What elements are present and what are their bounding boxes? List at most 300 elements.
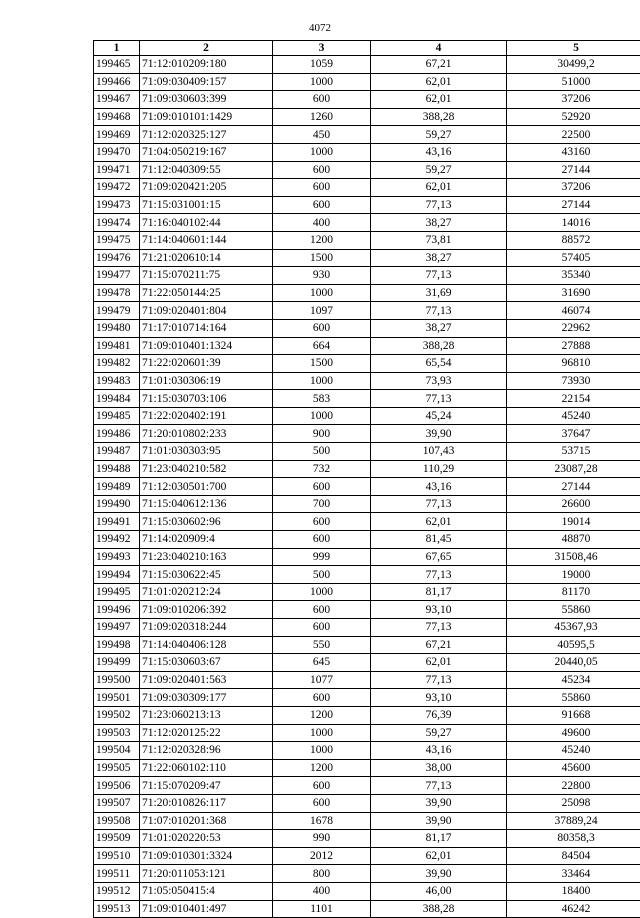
rate-cell: 73,81 — [371, 231, 507, 249]
rate-cell: 77,13 — [371, 777, 507, 795]
rate-cell: 43,16 — [371, 742, 507, 760]
area-cell: 583 — [273, 390, 371, 408]
table-row — [94, 619, 640, 637]
amount-cell: 45240 — [507, 407, 640, 425]
amount-cell: 73930 — [507, 372, 640, 390]
rate-cell: 110,29 — [371, 460, 507, 478]
rate-cell: 77,13 — [371, 390, 507, 408]
area-cell: 2012 — [273, 847, 371, 865]
area-cell: 600 — [273, 478, 371, 496]
rate-cell: 39,90 — [371, 865, 507, 883]
amount-cell: 43160 — [507, 143, 640, 161]
rate-cell: 39,90 — [371, 812, 507, 830]
area-cell: 990 — [273, 830, 371, 848]
cadastral-number-cell: 71:14:020909:4 — [140, 531, 273, 549]
rate-cell: 388,28 — [371, 337, 507, 355]
area-cell: 999 — [273, 548, 371, 566]
area-cell: 600 — [273, 161, 371, 179]
record-id-cell: 199508 — [94, 812, 140, 830]
area-cell: 645 — [273, 654, 371, 672]
cadastral-number-cell: 71:09:030603:399 — [140, 91, 273, 109]
amount-cell: 55860 — [507, 689, 640, 707]
table-row — [94, 284, 640, 302]
column-header-5: 5 — [507, 41, 640, 56]
area-cell: 600 — [273, 601, 371, 619]
table-row — [94, 495, 640, 513]
rate-cell: 59,27 — [371, 126, 507, 144]
record-id-cell: 199492 — [94, 531, 140, 549]
table-row — [94, 636, 640, 654]
amount-cell: 57405 — [507, 249, 640, 267]
record-id-cell: 199491 — [94, 513, 140, 531]
rate-cell: 43,16 — [371, 143, 507, 161]
cadastral-number-cell: 71:15:030622:45 — [140, 566, 273, 584]
amount-cell: 18400 — [507, 882, 640, 900]
rate-cell: 77,13 — [371, 671, 507, 689]
amount-cell: 35340 — [507, 267, 640, 285]
header-row — [94, 41, 640, 56]
cadastral-number-cell: 71:01:020212:24 — [140, 583, 273, 601]
record-id-cell: 199504 — [94, 742, 140, 760]
rate-cell: 38,27 — [371, 214, 507, 232]
page-number: 4072 — [0, 21, 640, 35]
cadastral-number-cell: 71:20:011053:121 — [140, 865, 273, 883]
record-id-cell: 199484 — [94, 390, 140, 408]
column-header-4: 4 — [371, 41, 507, 56]
amount-cell: 30499,2 — [507, 56, 640, 74]
registry-table — [93, 40, 640, 918]
area-cell: 1000 — [273, 143, 371, 161]
rate-cell: 76,39 — [371, 706, 507, 724]
table-row — [94, 706, 640, 724]
area-cell: 1200 — [273, 231, 371, 249]
amount-cell: 37647 — [507, 425, 640, 443]
area-cell: 400 — [273, 882, 371, 900]
cadastral-number-cell: 71:01:020220:53 — [140, 830, 273, 848]
amount-cell: 45234 — [507, 671, 640, 689]
area-cell: 700 — [273, 495, 371, 513]
cadastral-number-cell: 71:12:040309:55 — [140, 161, 273, 179]
cadastral-number-cell: 71:09:020401:563 — [140, 671, 273, 689]
area-cell: 1077 — [273, 671, 371, 689]
record-id-cell: 199471 — [94, 161, 140, 179]
area-cell: 1000 — [273, 372, 371, 390]
table-row — [94, 56, 640, 74]
amount-cell: 96810 — [507, 355, 640, 373]
record-id-cell: 199501 — [94, 689, 140, 707]
amount-cell: 22962 — [507, 319, 640, 337]
cadastral-number-cell: 71:22:060102:110 — [140, 759, 273, 777]
area-cell: 800 — [273, 865, 371, 883]
table-row — [94, 794, 640, 812]
area-cell: 1200 — [273, 706, 371, 724]
area-cell: 930 — [273, 267, 371, 285]
amount-cell: 46074 — [507, 302, 640, 320]
cadastral-number-cell: 71:09:020421:205 — [140, 179, 273, 197]
record-id-cell: 199469 — [94, 126, 140, 144]
rate-cell: 62,01 — [371, 179, 507, 197]
rate-cell: 67,65 — [371, 548, 507, 566]
amount-cell: 52920 — [507, 108, 640, 126]
table-row — [94, 91, 640, 109]
record-id-cell: 199478 — [94, 284, 140, 302]
record-id-cell: 199513 — [94, 900, 140, 918]
amount-cell: 91668 — [507, 706, 640, 724]
table-row — [94, 108, 640, 126]
table-row — [94, 372, 640, 390]
table-row — [94, 689, 640, 707]
table-row — [94, 531, 640, 549]
rate-cell: 77,13 — [371, 619, 507, 637]
rate-cell: 46,00 — [371, 882, 507, 900]
area-cell: 1101 — [273, 900, 371, 918]
record-id-cell: 199500 — [94, 671, 140, 689]
record-id-cell: 199466 — [94, 73, 140, 91]
area-cell: 600 — [273, 513, 371, 531]
cadastral-number-cell: 71:22:020402:191 — [140, 407, 273, 425]
rate-cell: 43,16 — [371, 478, 507, 496]
cadastral-number-cell: 71:09:010101:1429 — [140, 108, 273, 126]
amount-cell: 37206 — [507, 179, 640, 197]
table-row — [94, 161, 640, 179]
area-cell: 1059 — [273, 56, 371, 74]
table-row — [94, 671, 640, 689]
rate-cell: 38,27 — [371, 249, 507, 267]
rate-cell: 59,27 — [371, 724, 507, 742]
cadastral-number-cell: 71:15:070209:47 — [140, 777, 273, 795]
table-row — [94, 882, 640, 900]
table-header — [94, 41, 640, 56]
rate-cell: 62,01 — [371, 73, 507, 91]
cadastral-number-cell: 71:12:010209:180 — [140, 56, 273, 74]
record-id-cell: 199475 — [94, 231, 140, 249]
record-id-cell: 199502 — [94, 706, 140, 724]
area-cell: 1000 — [273, 724, 371, 742]
area-cell: 500 — [273, 566, 371, 584]
record-id-cell: 199486 — [94, 425, 140, 443]
table-row — [94, 443, 640, 461]
cadastral-number-cell: 71:05:050415:4 — [140, 882, 273, 900]
record-id-cell: 199496 — [94, 601, 140, 619]
rate-cell: 45,24 — [371, 407, 507, 425]
table-row — [94, 601, 640, 619]
record-id-cell: 199497 — [94, 619, 140, 637]
cadastral-number-cell: 71:15:030603:67 — [140, 654, 273, 672]
cadastral-number-cell: 71:15:070211:75 — [140, 267, 273, 285]
amount-cell: 23087,28 — [507, 460, 640, 478]
rate-cell: 62,01 — [371, 847, 507, 865]
record-id-cell: 199479 — [94, 302, 140, 320]
cadastral-number-cell: 71:09:020318:244 — [140, 619, 273, 637]
table-row — [94, 478, 640, 496]
amount-cell: 19000 — [507, 566, 640, 584]
area-cell: 400 — [273, 214, 371, 232]
cadastral-number-cell: 71:17:010714:164 — [140, 319, 273, 337]
table-row — [94, 249, 640, 267]
amount-cell: 80358,3 — [507, 830, 640, 848]
rate-cell: 38,00 — [371, 759, 507, 777]
area-cell: 900 — [273, 425, 371, 443]
amount-cell: 88572 — [507, 231, 640, 249]
area-cell: 450 — [273, 126, 371, 144]
record-id-cell: 199503 — [94, 724, 140, 742]
cadastral-number-cell: 71:23:060213:13 — [140, 706, 273, 724]
rate-cell: 73,93 — [371, 372, 507, 390]
amount-cell: 37206 — [507, 91, 640, 109]
table-row — [94, 847, 640, 865]
column-header-2: 2 — [140, 41, 273, 56]
cadastral-number-cell: 71:09:010206:392 — [140, 601, 273, 619]
area-cell: 600 — [273, 794, 371, 812]
table-row — [94, 196, 640, 214]
record-id-cell: 199505 — [94, 759, 140, 777]
cadastral-number-cell: 71:01:030306:19 — [140, 372, 273, 390]
rate-cell: 31,69 — [371, 284, 507, 302]
table-row — [94, 812, 640, 830]
rate-cell: 77,13 — [371, 566, 507, 584]
record-id-cell: 199506 — [94, 777, 140, 795]
cadastral-number-cell: 71:09:010401:497 — [140, 900, 273, 918]
cadastral-number-cell: 71:20:010802:233 — [140, 425, 273, 443]
record-id-cell: 199507 — [94, 794, 140, 812]
amount-cell: 48870 — [507, 531, 640, 549]
record-id-cell: 199465 — [94, 56, 140, 74]
column-header-1: 1 — [94, 41, 140, 56]
record-id-cell: 199488 — [94, 460, 140, 478]
amount-cell: 27144 — [507, 478, 640, 496]
area-cell: 600 — [273, 777, 371, 795]
rate-cell: 62,01 — [371, 91, 507, 109]
rate-cell: 77,13 — [371, 495, 507, 513]
record-id-cell: 199498 — [94, 636, 140, 654]
cadastral-number-cell: 71:22:050144:25 — [140, 284, 273, 302]
cadastral-number-cell: 71:09:030409:157 — [140, 73, 273, 91]
record-id-cell: 199487 — [94, 443, 140, 461]
amount-cell: 22800 — [507, 777, 640, 795]
cadastral-number-cell: 71:09:010301:3324 — [140, 847, 273, 865]
amount-cell: 40595,5 — [507, 636, 640, 654]
area-cell: 1000 — [273, 284, 371, 302]
area-cell: 600 — [273, 531, 371, 549]
amount-cell: 27144 — [507, 161, 640, 179]
record-id-cell: 199511 — [94, 865, 140, 883]
amount-cell: 49600 — [507, 724, 640, 742]
amount-cell: 19014 — [507, 513, 640, 531]
amount-cell: 27144 — [507, 196, 640, 214]
table-row — [94, 355, 640, 373]
cadastral-number-cell: 71:12:020328:96 — [140, 742, 273, 760]
table-row — [94, 742, 640, 760]
cadastral-number-cell: 71:23:040210:163 — [140, 548, 273, 566]
record-id-cell: 199480 — [94, 319, 140, 337]
cadastral-number-cell: 71:15:040612:136 — [140, 495, 273, 513]
rate-cell: 388,28 — [371, 108, 507, 126]
rate-cell: 62,01 — [371, 654, 507, 672]
cadastral-number-cell: 71:23:040210:582 — [140, 460, 273, 478]
amount-cell: 51000 — [507, 73, 640, 91]
rate-cell: 39,90 — [371, 425, 507, 443]
rate-cell: 62,01 — [371, 513, 507, 531]
record-id-cell: 199476 — [94, 249, 140, 267]
rate-cell: 81,45 — [371, 531, 507, 549]
record-id-cell: 199509 — [94, 830, 140, 848]
cadastral-number-cell: 71:21:020610:14 — [140, 249, 273, 267]
cadastral-number-cell: 71:14:040406:128 — [140, 636, 273, 654]
amount-cell: 33464 — [507, 865, 640, 883]
record-id-cell: 199472 — [94, 179, 140, 197]
record-id-cell: 199495 — [94, 583, 140, 601]
cadastral-number-cell: 71:07:010201:368 — [140, 812, 273, 830]
record-id-cell: 199468 — [94, 108, 140, 126]
amount-cell: 14016 — [507, 214, 640, 232]
table-row — [94, 143, 640, 161]
area-cell: 600 — [273, 179, 371, 197]
cadastral-number-cell: 71:04:050219:167 — [140, 143, 273, 161]
table-row — [94, 390, 640, 408]
area-cell: 1500 — [273, 355, 371, 373]
record-id-cell: 199494 — [94, 566, 140, 584]
amount-cell: 22154 — [507, 390, 640, 408]
amount-cell: 26600 — [507, 495, 640, 513]
cadastral-number-cell: 71:22:020601:39 — [140, 355, 273, 373]
amount-cell: 45367,93 — [507, 619, 640, 637]
table-row — [94, 214, 640, 232]
table-row — [94, 337, 640, 355]
area-cell: 1000 — [273, 407, 371, 425]
cadastral-number-cell: 71:12:020125:22 — [140, 724, 273, 742]
amount-cell: 84504 — [507, 847, 640, 865]
amount-cell: 37889,24 — [507, 812, 640, 830]
rate-cell: 77,13 — [371, 196, 507, 214]
area-cell: 600 — [273, 619, 371, 637]
rate-cell: 67,21 — [371, 636, 507, 654]
column-header-3: 3 — [273, 41, 371, 56]
area-cell: 1000 — [273, 742, 371, 760]
record-id-cell: 199477 — [94, 267, 140, 285]
amount-cell: 20440,05 — [507, 654, 640, 672]
record-id-cell: 199481 — [94, 337, 140, 355]
record-id-cell: 199512 — [94, 882, 140, 900]
cadastral-number-cell: 71:14:040601:144 — [140, 231, 273, 249]
cadastral-number-cell: 71:09:030309:177 — [140, 689, 273, 707]
cadastral-number-cell: 71:09:020401:804 — [140, 302, 273, 320]
table-row — [94, 179, 640, 197]
table-row — [94, 407, 640, 425]
area-cell: 1000 — [273, 583, 371, 601]
amount-cell: 25098 — [507, 794, 640, 812]
rate-cell: 65,54 — [371, 355, 507, 373]
cadastral-number-cell: 71:15:030602:96 — [140, 513, 273, 531]
table-row — [94, 513, 640, 531]
amount-cell: 22500 — [507, 126, 640, 144]
table-row — [94, 425, 640, 443]
area-cell: 600 — [273, 196, 371, 214]
amount-cell: 45240 — [507, 742, 640, 760]
table-row — [94, 830, 640, 848]
table-row — [94, 548, 640, 566]
table-row — [94, 302, 640, 320]
area-cell: 550 — [273, 636, 371, 654]
record-id-cell: 199473 — [94, 196, 140, 214]
area-cell: 1260 — [273, 108, 371, 126]
amount-cell: 31690 — [507, 284, 640, 302]
amount-cell: 81170 — [507, 583, 640, 601]
rate-cell: 93,10 — [371, 689, 507, 707]
cadastral-number-cell: 71:16:040102:44 — [140, 214, 273, 232]
amount-cell: 55860 — [507, 601, 640, 619]
rate-cell: 93,10 — [371, 601, 507, 619]
area-cell: 664 — [273, 337, 371, 355]
cadastral-number-cell: 71:20:010826:117 — [140, 794, 273, 812]
area-cell: 500 — [273, 443, 371, 461]
cadastral-number-cell: 71:12:020325:127 — [140, 126, 273, 144]
table-row — [94, 460, 640, 478]
area-cell: 732 — [273, 460, 371, 478]
rate-cell: 77,13 — [371, 267, 507, 285]
rate-cell: 107,43 — [371, 443, 507, 461]
record-id-cell: 199489 — [94, 478, 140, 496]
record-id-cell: 199493 — [94, 548, 140, 566]
area-cell: 1500 — [273, 249, 371, 267]
table-body — [94, 56, 640, 918]
rate-cell: 81,17 — [371, 830, 507, 848]
record-id-cell: 199470 — [94, 143, 140, 161]
amount-cell: 46242 — [507, 900, 640, 918]
record-id-cell: 199485 — [94, 407, 140, 425]
cadastral-number-cell: 71:12:030501:700 — [140, 478, 273, 496]
table-row — [94, 777, 640, 795]
cadastral-number-cell: 71:01:030303:95 — [140, 443, 273, 461]
area-cell: 600 — [273, 319, 371, 337]
rate-cell: 67,21 — [371, 56, 507, 74]
table-row — [94, 900, 640, 918]
cadastral-number-cell: 71:15:031001:15 — [140, 196, 273, 214]
table-row — [94, 231, 640, 249]
amount-cell: 53715 — [507, 443, 640, 461]
record-id-cell: 199474 — [94, 214, 140, 232]
cadastral-number-cell: 71:09:010401:1324 — [140, 337, 273, 355]
record-id-cell: 199490 — [94, 495, 140, 513]
table-row — [94, 126, 640, 144]
table-row — [94, 566, 640, 584]
table-row — [94, 865, 640, 883]
record-id-cell: 199510 — [94, 847, 140, 865]
area-cell: 1678 — [273, 812, 371, 830]
record-id-cell: 199467 — [94, 91, 140, 109]
rate-cell: 38,27 — [371, 319, 507, 337]
record-id-cell: 199482 — [94, 355, 140, 373]
amount-cell: 45600 — [507, 759, 640, 777]
rate-cell: 77,13 — [371, 302, 507, 320]
table-row — [94, 724, 640, 742]
record-id-cell: 199499 — [94, 654, 140, 672]
table-row — [94, 73, 640, 91]
table-row — [94, 267, 640, 285]
amount-cell: 31508,46 — [507, 548, 640, 566]
amount-cell: 27888 — [507, 337, 640, 355]
area-cell: 1000 — [273, 73, 371, 91]
area-cell: 600 — [273, 91, 371, 109]
rate-cell: 59,27 — [371, 161, 507, 179]
table-row — [94, 759, 640, 777]
table-row — [94, 654, 640, 672]
table-row — [94, 319, 640, 337]
rate-cell: 81,17 — [371, 583, 507, 601]
table-row — [94, 583, 640, 601]
cadastral-number-cell: 71:15:030703:106 — [140, 390, 273, 408]
rate-cell: 39,90 — [371, 794, 507, 812]
record-id-cell: 199483 — [94, 372, 140, 390]
